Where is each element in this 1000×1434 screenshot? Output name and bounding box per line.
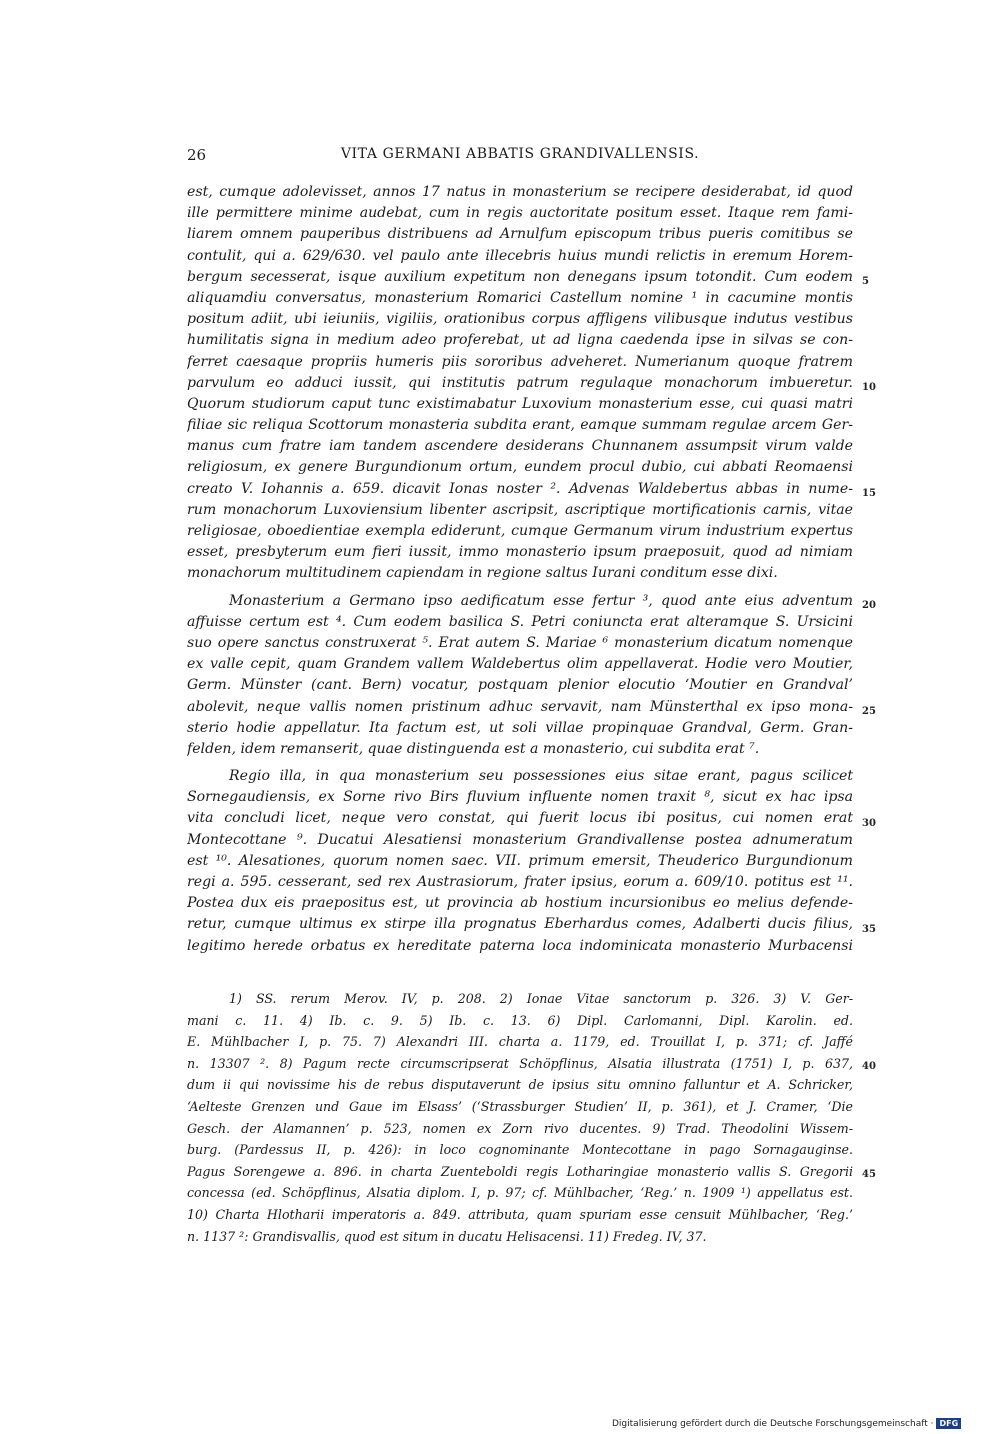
footnote-line: Pagus Sorengewe a. 896. in charta Zuenteboldi regis Lotharingiae monasterio vallis S. Gregorii: [187, 1163, 853, 1179]
text-line: bergum secesserat, isque auxilium expetitum non denegans ipsum totondit. Cum eodem: [187, 268, 853, 285]
text-line: ferret caesaque propriis humeris piis sororibus adveheret. Numerianum quoque fratrem: [187, 353, 853, 370]
main-text: [187, 182, 853, 957]
line-number: 20: [862, 600, 876, 611]
text-line: regi a. 595. cesserant, sed rex Austrasiorum, frater ipsius, eorum a. 609/10. potitus est ¹¹.: [187, 874, 853, 890]
line-number: 15: [862, 488, 876, 499]
text-line: humilitatis signa in medium adeo proferebat, ut ad ligna caedenda ipse in silvas se con-: [187, 332, 853, 349]
footnote-line: concessa (ed. Schöpflinus, Alsatia diplom. I, p. 97; cf. Mühlbacher, ‘Reg.’ n. 1909 ¹) appellatus est.: [187, 1185, 853, 1201]
text-line: positum adiit, ubi ieiuniis, vigiliis, orationibus corpus affligens vilibusque indutus vestibus: [187, 311, 853, 328]
footnote-line: E. Mühlbacher I, p. 75. 7) Alexandri III. charta a. 1179, ed. Trouillat I, p. 371; cf. Jaffé: [187, 1034, 853, 1050]
page-number: 26: [187, 146, 207, 164]
line-number: 35: [862, 924, 876, 935]
line-number: 25: [862, 706, 876, 717]
line-number: 30: [862, 818, 876, 829]
line-number: 5: [862, 276, 869, 287]
text-line: abolevit, neque vallis nomen pristinum adhuc servavit, nam Münsterthal ex ipso mona-: [187, 698, 853, 715]
text-line: aliquamdiu conversatus, monasterium Romarici Castellum nomine ¹ in cacumine montis: [187, 289, 853, 306]
text-line: Germ. Münster (cant. Bern) vocatur, postquam plenior elocutio ‘Moutier en Grandval’: [187, 677, 853, 694]
footnote-line: 1) SS. rerum Merov. IV, p. 208. 2) Ionae Vitae sanctorum p. 326. 3) V. Ger-: [229, 991, 853, 1006]
footnote-line: mani c. 11. 4) Ib. c. 9. 5) Ib. c. 13. 6) Dipl. Carlomanni, Dipl. Karolin. ed.: [187, 1012, 853, 1028]
text-line: sterio hodie appellatur. Ita factum est, ut soli villae propinquae Grandval, Germ. Gran-: [187, 719, 853, 736]
footnote-line: n. 1137 ²: Grandisvallis, quod est situm in ducatu Helisacensi. 11) Fredeg. IV, 37.: [187, 1228, 707, 1244]
credit-text: Digitalisierung gefördert durch die Deutsche Forschungsgemeinschaft ·: [612, 1419, 934, 1429]
text-line: Quorum studiorum caput tunc existimabatur Luxovium monasterium esse, cui quasi matri: [187, 395, 853, 412]
footnote-line: burg. (Pardessus II, p. 426): in loco cognominante Montecottane in pago Sornagauginse.: [187, 1142, 853, 1158]
text-line: est ¹⁰. Alesationes, quorum nomen saec. VII. primum emersit, Theuderico Burgundionum: [187, 852, 853, 869]
footnote-line: n. 13307 ². 8) Pagum recte circumscripserat Schöpflinus, Alsatia illustrata (1751) I, p. 637,: [187, 1055, 853, 1071]
text-line: creato V. Iohannis a. 659. dicavit Ionas noster ². Advenas Waldebertus abbas in nume-: [187, 480, 853, 497]
footnote-line: 10) Charta Hlotharii imperatoris a. 849. attributa, quam spuriam esse censuit Mühlbacher, ‘Reg.’: [187, 1206, 853, 1222]
text-line: ille permittere minime audebat, cum in regis auctoritate positum esset. Itaque rem fami-: [187, 205, 853, 222]
text-line: religiosum, ex genere Burgundionum ortum, eundem procul dubio, cui abbati Reomaensi: [187, 459, 853, 476]
footnote-line: ‘Aelteste Grenzen und Gaue im Elsass’ (‘Strassburger Studien’ II, p. 361), et J. Cramer, ‘Die: [187, 1098, 853, 1114]
line-number: 40: [862, 1061, 876, 1072]
text-line: rum monachorum Luxoviensium libenter ascripsit, ascriptique mortificationis carnis, vitae: [187, 501, 853, 518]
footnote-line: Gesch. der Alamannen’ p. 523, nomen ex Zorn rivo ducentes. 9) Trad. Theodolini Wissem-: [187, 1120, 853, 1136]
text-line: religiosae, oboedientiae exempla ediderunt, cumque Germanum virum industrium expertus: [187, 523, 853, 539]
line-number: 10: [862, 382, 876, 393]
text-line: filiae sic reliqua Scottorum monasteria subdita erant, eamque summam regulae arcem Ger-: [187, 417, 853, 434]
text-line: ex valle cepit, quam Grandem vallem Waldebertus olim appellaverat. Hodie vero Moutier,: [187, 656, 853, 673]
text-line: parvulum eo adduci iussit, qui institutis patrum regulaque monachorum imbueretur.: [187, 374, 853, 391]
text-line: Monasterium a Germano ipso aedificatum esse fertur ³, quod ante eius adventum: [229, 592, 853, 609]
text-line: Montecottane ⁹. Ducatui Alesatiensi monasterium Grandivallense postea adnumeratum: [187, 831, 853, 848]
text-line: contulit, qui a. 629/630. vel paulo ante illecebris huius mundi relictis in eremum Horem-: [187, 247, 853, 264]
text-line: vita concludi licet, neque vero constat, qui fuerit locus ibi positus, cui nomen erat: [187, 810, 853, 827]
text-line: affuisse certum est ⁴. Cum eodem basilica S. Petri coniuncta erat alteramque S. Ursicini: [187, 613, 853, 630]
line-number: 45: [862, 1169, 876, 1180]
text-line: liarem omnem pauperibus distribuens ad Arnulfum episcopum tribus pueris comitibus se: [187, 226, 853, 243]
page-header: [187, 146, 853, 170]
text-line: Postea dux eis praepositus est, ut provincia ab hostium incursionibus eo melius defende-: [187, 895, 853, 912]
digitization-credit: [612, 1418, 961, 1429]
dfg-logo: DFG: [936, 1418, 961, 1429]
footnotes: [187, 988, 853, 1247]
text-line: legitimo herede orbatus ex hereditate paterna loca indominicata monasterio Murbacensi: [187, 937, 853, 954]
running-title: VITA GERMANI ABBATIS GRANDIVALLENSIS.: [340, 146, 700, 162]
text-line: retur, cumque ultimus ex stirpe illa prognatus Eberhardus comes, Adalberti ducis filius,: [187, 916, 853, 933]
text-line: Regio illa, in qua monasterium seu possessiones eius sitae erant, pagus scilicet: [229, 768, 853, 785]
text-line: manus cum fratre iam tandem ascendere desiderans Chunnanem assumpsit virum valde: [187, 438, 853, 455]
text-line: monachorum multitudinem capiendam in regione saltus Iurani conditum esse dixi.: [187, 565, 778, 582]
footnote-line: dum ii qui novissime his de rebus disputaverunt de ipsius situ omnino falluntur et A. Schricker,: [187, 1077, 853, 1093]
text-line: Sornegaudiensis, ex Sorne rivo Birs fluvium influente nomen traxit ⁸, sicut ex hac ipsa: [187, 789, 853, 806]
text-line: est, cumque adolevisset, annos 17 natus in monasterium se recipere desiderabat, id quod: [187, 184, 853, 200]
text-line: suo opere sanctus construxerat ⁵. Erat autem S. Mariae ⁶ monasterium dicatum nomenque: [187, 634, 853, 651]
text-line: felden, idem remanserit, quae distinguenda est a monasterio, cui subdita erat ⁷.: [187, 740, 760, 757]
text-line: esset, presbyterum eum fieri iussit, immo monasterio ipsum praeposuit, quod ad nimiam: [187, 544, 853, 561]
